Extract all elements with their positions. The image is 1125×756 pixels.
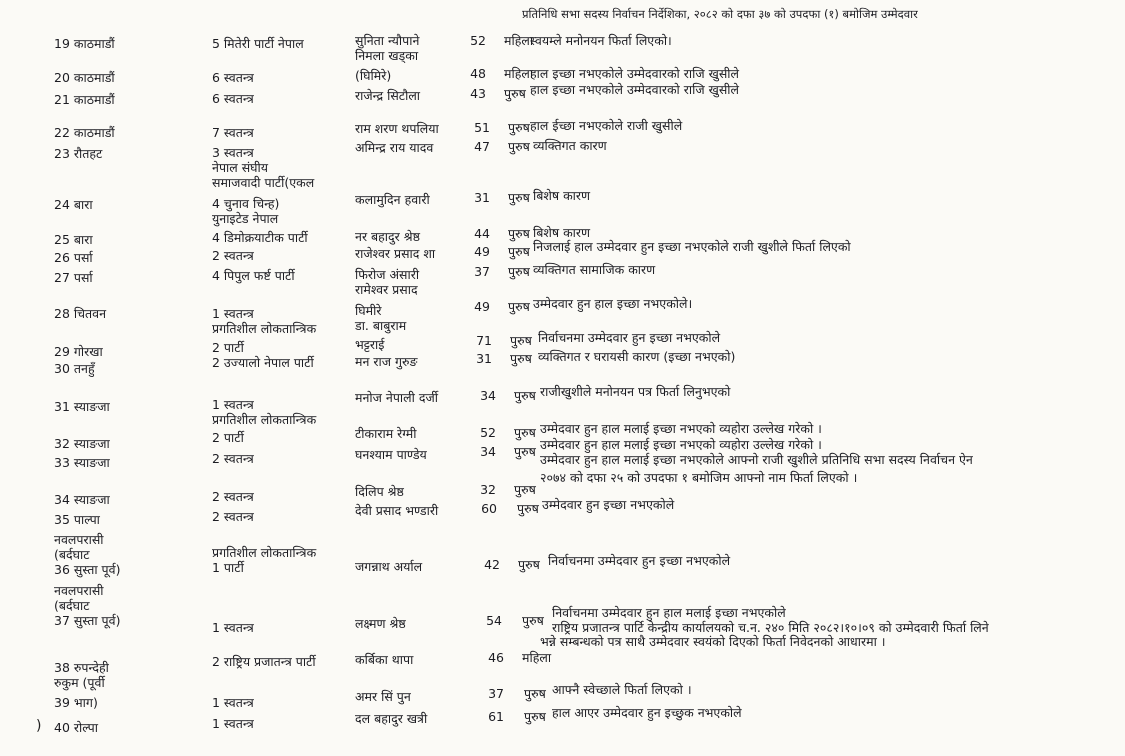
age-cell: 71	[476, 333, 492, 348]
candidate-name-cell: कलामुदिन हवारी	[355, 192, 430, 207]
constituency-cell: 38 रुपन्देही रुकुम (पूर्वी	[54, 660, 109, 690]
party-cell: 1 स्वतन्त्र	[212, 695, 254, 710]
constituency-cell: 27 पर्सा	[54, 270, 93, 285]
constituency-cell: नवलपरासी (बर्दघाट 37 सुस्ता पूर्व)	[54, 583, 121, 628]
gender-cell: पुरुष	[508, 244, 530, 259]
constituency-cell: 20 काठमाडौं	[54, 70, 115, 85]
reason-cell: बिशेष कारण	[533, 225, 591, 240]
party-cell: 3 स्वतन्त्र नेपाल संघीय समाजवादी पार्टी(एकल	[212, 145, 315, 190]
reason-cell: स्वयम्ले मनोनयन फिर्ता लिएको।	[530, 33, 672, 48]
party-cell: 1 स्वतन्त्र	[212, 716, 254, 731]
gender-cell: पुरुष	[510, 351, 532, 366]
constituency-cell: 40 रोल्पा	[54, 720, 98, 735]
candidate-name-cell: देवी प्रसाद भण्डारी	[355, 503, 439, 518]
gender-cell: पुरुष	[508, 190, 530, 205]
constituency-cell: 33 स्याङजा	[54, 455, 110, 470]
age-cell: 51	[474, 120, 490, 135]
gender-cell: पुरुष	[508, 139, 530, 154]
party-cell: 2 पार्टी	[212, 340, 244, 355]
constituency-cell: 25 बारा	[54, 232, 93, 247]
party-cell: 6 स्वतन्त्र	[212, 91, 254, 106]
constituency-cell: 26 पर्सा	[54, 250, 93, 265]
constituency-cell: 29 गोरखा	[54, 344, 103, 359]
age-cell: 44	[474, 226, 490, 241]
candidate-name-cell: घिमीरे डा. बाबुराम	[355, 303, 407, 333]
candidate-name-cell: फिरोज अंसारी रामेश्वर प्रसाद	[355, 267, 420, 297]
party-cell: 2 स्वतन्त्र	[212, 489, 254, 504]
constituency-cell: 31 स्याङजा	[54, 399, 110, 414]
reason-cell: निर्वाचनमा उम्मेदवार हुन इच्छा नभएकोले	[548, 553, 731, 568]
constituency-cell: 21 काठमाडौं	[54, 92, 115, 107]
reason-cell: हाल ईच्छा नभएकोले राजी खुसीले	[530, 118, 683, 133]
age-cell: 32	[480, 482, 496, 497]
gender-cell: महिला	[522, 650, 552, 665]
margin-mark: )	[36, 718, 42, 734]
constituency-cell: 23 रौतहट	[54, 146, 103, 161]
party-cell: 7 स्वतन्त्र	[212, 125, 254, 140]
constituency-cell: 19 काठमाडौं	[54, 36, 115, 51]
gender-cell: पुरुष	[514, 482, 536, 497]
candidate-name-cell: जगन्नाथ अर्याल	[355, 559, 423, 574]
reason-cell: निजलाई हाल उम्मेदवार हुन इच्छा नभएकोले राजी खुशीले फिर्ता लिएको	[533, 239, 851, 254]
gender-cell: महिला	[504, 33, 534, 48]
gender-cell: पुरुष	[517, 501, 539, 516]
party-cell: 2 पार्टी	[212, 430, 244, 445]
reason-cell: उम्मेदवार हुन इच्छा नभएकोले	[542, 497, 675, 512]
party-cell: 1 स्वतन्त्र प्रगतिशील लोकतान्त्रिक	[212, 397, 317, 427]
gender-cell: पुरुष	[522, 613, 544, 628]
age-cell: 49	[474, 299, 490, 314]
age-cell: 42	[484, 557, 500, 572]
party-cell: 2 राष्ट्रिय प्रजातन्त्र पार्टी	[212, 654, 316, 669]
age-cell: 31	[474, 190, 490, 205]
age-cell: 37	[488, 686, 504, 701]
age-cell: 46	[488, 650, 504, 665]
party-cell: 2 उज्यालो नेपाल पार्टी	[212, 355, 314, 370]
candidate-name-cell: (घिमिरे)	[355, 68, 392, 83]
party-cell: 1 स्वतन्त्र	[212, 620, 254, 635]
constituency-cell: नवलपरासी (बर्दघाट 36 सुस्ता पूर्व)	[54, 532, 121, 577]
constituency-cell: 28 चितवन	[54, 306, 107, 321]
candidate-name-cell: भट्टराई	[355, 337, 385, 352]
candidate-name-cell: राजेश्वर प्रसाद शा	[355, 246, 436, 261]
age-cell: 48	[470, 66, 486, 81]
reason-cell: हाल इच्छा नभएकोले उम्मेदवारको राजि खुसीले	[530, 66, 739, 81]
party-cell: 2 स्वतन्त्र	[212, 248, 254, 263]
constituency-cell: 35 पाल्पा	[54, 512, 100, 527]
party-cell: 2 स्वतन्त्र	[212, 451, 254, 466]
party-cell: 5 मितेरी पार्टी नेपाल	[212, 36, 304, 51]
age-cell: 52	[470, 33, 486, 48]
constituency-cell: 39 भाग)	[54, 695, 98, 710]
gender-cell: पुरुष	[508, 120, 530, 135]
party-cell: प्रगतिशील लोकतान्त्रिक 1 पार्टी	[212, 545, 317, 575]
candidate-name-cell: अमिन्द्र राय यादव	[355, 140, 434, 155]
candidate-name-cell: घनश्याम पाण्डेय	[355, 447, 427, 462]
reason-cell: भन्ने सम्बन्धको पत्र साथै उम्मेदवार स्वयंको दिएको फिर्ता निवेदनको आधारमा ।	[540, 634, 886, 649]
age-cell: 37	[474, 264, 490, 279]
reason-cell: उम्मेदवार हुन हाल इच्छा नभएकोले।	[533, 296, 693, 311]
gender-cell: पुरुष	[514, 444, 536, 459]
gender-cell: पुरुष	[518, 557, 540, 572]
reason-cell: निर्वाचनमा उम्मेदवार हुन हाल मलाई इच्छा नभएकोले राष्ट्रिय प्रजातन्त्र पार्टि केन्द्रीय कार्यालयको च.न. २४० मिति २०८२।१०।०९ को उम्मेदवारी फिर्ता लिने	[552, 605, 989, 635]
candidate-name-cell: मनोज नेपाली दर्जी	[355, 390, 439, 405]
candidate-name-cell: कर्बिका थापा	[355, 652, 414, 667]
candidate-name-cell: टीकाराम रेग्मी	[355, 426, 417, 441]
gender-cell: पुरुष	[524, 709, 546, 724]
constituency-cell: 34 स्याङजा	[54, 492, 110, 507]
reason-cell: व्यक्तिगत सामाजिक कारण	[533, 262, 656, 277]
age-cell: 43	[470, 86, 486, 101]
age-cell: 61	[488, 709, 504, 724]
party-cell: 2 स्वतन्त्र	[212, 509, 254, 524]
party-cell: 4 चुनाव चिन्ह) युनाइटेड नेपाल	[212, 196, 280, 226]
reason-cell: उम्मेदवार हुन हाल मलाई इच्छा नभएको व्यहोरा उल्लेख गरेको ।	[540, 421, 822, 436]
age-cell: 34	[480, 388, 496, 403]
gender-cell: महिला	[504, 66, 534, 81]
constituency-cell: 32 स्याङजा	[54, 436, 110, 451]
party-cell: 4 पिपुल फर्ष्ट पार्टी	[212, 268, 295, 283]
candidate-name-cell: दिलिप श्रेष्ठ	[355, 484, 404, 499]
reason-cell: निर्वाचनमा उम्मेदवार हुन इच्छा नभएकोले	[538, 330, 721, 345]
age-cell: 54	[486, 613, 502, 628]
candidate-name-cell: नर बहादुर श्रेष्ठ	[355, 229, 420, 244]
constituency-cell: 24 बारा	[54, 197, 93, 212]
constituency-cell: 22 काठमाडौं	[54, 125, 115, 140]
gender-cell: पुरुष	[510, 333, 532, 348]
gender-cell: पुरुष	[508, 264, 530, 279]
reason-cell: हाल इच्छा नभएकोले उम्मेदवारको राजि खुसीले	[530, 82, 739, 97]
reason-cell: उम्मेदवार हुन हाल मलाई इच्छा नभएको व्यहोरा उल्लेख गरेको । उम्मेदवार हुन हाल मलाई इच्छा नभएकोले आफ्नो राजी खुशीले प्रतिनिधि सभा सदस्य निर्वाचन ऐन	[540, 437, 973, 467]
reason-cell: राजीखुशीले मनोनयन पत्र फिर्ता लिनुभएको	[540, 384, 731, 399]
reason-cell: आफ्नै स्वेच्छाले फिर्ता लिएको ।	[552, 682, 692, 697]
party-cell: 4 डिमोक्रयाटीक पार्टी	[212, 230, 308, 245]
reason-cell: बिशेष कारण	[533, 188, 591, 203]
gender-cell: पुरुष	[508, 299, 530, 314]
reason-cell: व्यक्तिगत कारण	[533, 138, 607, 153]
age-cell: 49	[474, 244, 490, 259]
reason-cell: २०७४ को दफा २५ को उपदफा १ बमोजिम आफ्नो नाम फिर्ता लिएको ।	[540, 470, 858, 485]
gender-cell: पुरुष	[514, 425, 536, 440]
reason-cell: हाल आएर उम्मेदवार हुन इच्छुक नभएकोले	[552, 705, 742, 720]
candidate-name-cell: मन राज गुरुङ	[355, 354, 418, 369]
age-cell: 47	[474, 139, 490, 154]
candidate-name-cell: अमर सिं पुन	[355, 689, 411, 704]
document-header: प्रतिनिधि सभा सदस्य निर्वाचन निर्देशिका, २०८२ को दफा ३७ को उपदफा (१) बमोजिम उम्मेदवार	[522, 7, 918, 21]
party-cell: 6 स्वतन्त्र	[212, 70, 254, 85]
age-cell: 34	[480, 444, 496, 459]
candidate-name-cell: लक्ष्मण श्रेष्ठ	[355, 616, 406, 631]
reason-cell: व्यक्तिगत र घरायसी कारण (इच्छा नभएको)	[538, 349, 736, 364]
constituency-cell: 30 तनहुँ	[54, 361, 95, 376]
gender-cell: पुरुष	[504, 86, 526, 101]
party-cell: 1 स्वतन्त्र प्रगतिशील लोकतान्त्रिक	[212, 306, 317, 336]
gender-cell: पुरुष	[514, 388, 536, 403]
candidate-name-cell: राजेन्द्र सिटौला	[355, 88, 421, 103]
gender-cell: पुरुष	[524, 686, 546, 701]
gender-cell: पुरुष	[508, 226, 530, 241]
candidate-name-cell: दल बहादुर खत्री	[355, 711, 428, 726]
age-cell: 60	[481, 501, 497, 516]
age-cell: 52	[480, 425, 496, 440]
candidate-name-cell: सुनिता न्यौपाने निमला खड्का	[355, 33, 420, 63]
candidate-name-cell: राम शरण थपलिया	[355, 121, 439, 136]
age-cell: 31	[476, 351, 492, 366]
